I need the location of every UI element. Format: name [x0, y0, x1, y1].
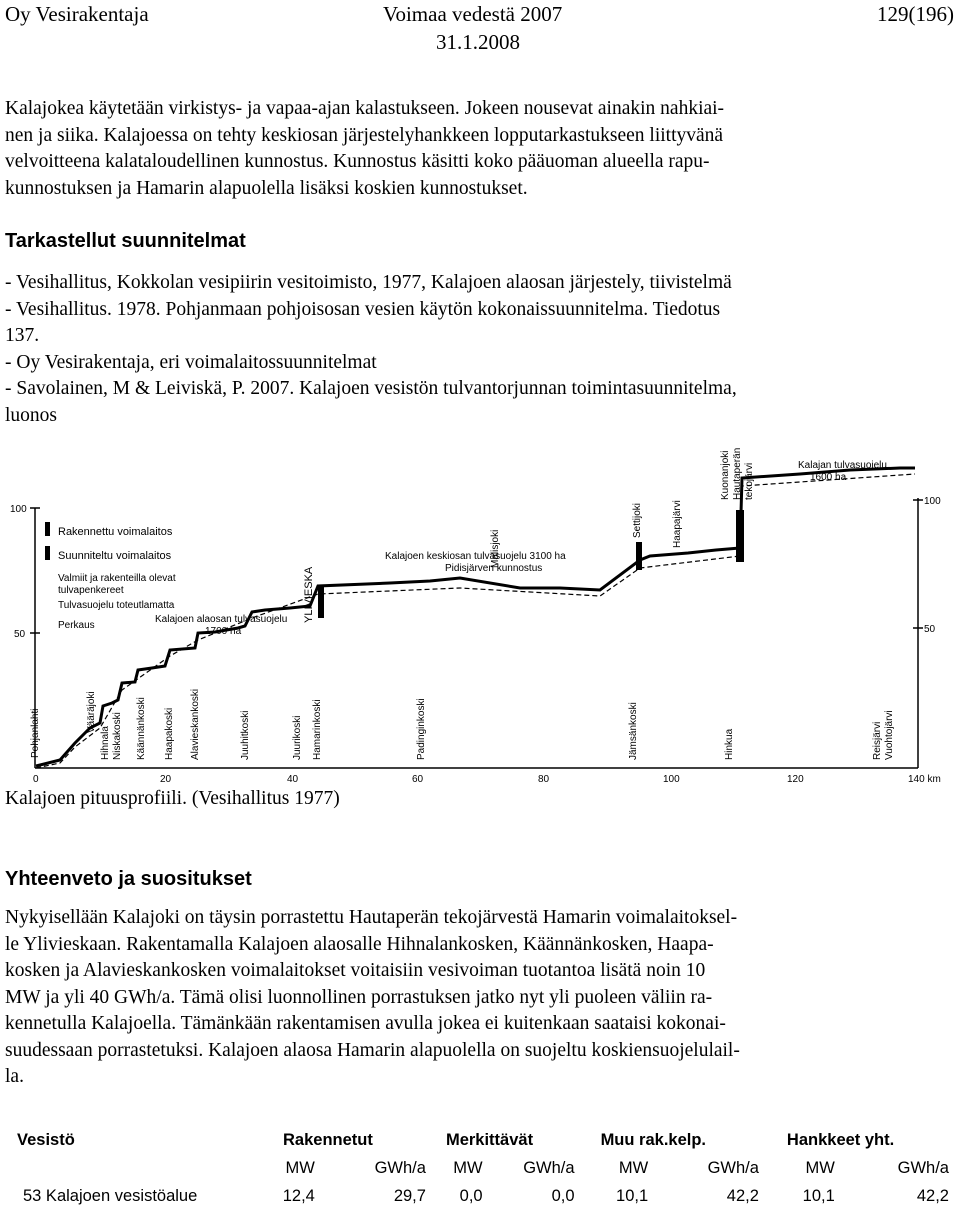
table-unit: GWh/a: [897, 1158, 949, 1177]
summary-line: MW ja yli 40 GWh/a. Tämä olisi luonnollinen porrastuksen jatko nyt yli puoleen väliin ra-: [5, 986, 713, 1008]
plant-label: Hihnala: [100, 726, 111, 760]
legend-built: Rakennettu voimalaitos: [58, 526, 173, 538]
summary-line: kennetulla Kalajoella. Tämänkään rakentamisen avulla jokea ei kuitenkaan saataisi kokonai-: [5, 1013, 726, 1034]
table-cell: 10,1: [616, 1186, 649, 1205]
plans-line: - Vesihallitus, Kokkolan vesipiirin vesitoimisto, 1977, Kalajoen alaosan järjestely, tiivistelmä: [5, 272, 732, 293]
annotation-town: YLIVIESKA: [303, 566, 315, 623]
table-row-name: 53 Kalajoen vesistöalue: [23, 1186, 198, 1205]
table-header: Muu rak.kelp.: [600, 1130, 707, 1149]
upper-place-label: Kuonanjoki: [720, 450, 731, 500]
y-tick-label: 100: [10, 504, 27, 515]
x-tick-label: 40: [287, 774, 299, 785]
x-tick-label: 0: [33, 774, 39, 785]
table-cell: 42,2: [726, 1186, 759, 1205]
header-title: Voimaa vedestä 2007: [383, 2, 563, 26]
table-cell: 42,2: [916, 1186, 949, 1205]
table-header-row: [5, 1126, 955, 1154]
legend-embankment-2: tulvapenkereet: [58, 585, 124, 596]
plans-line: - Vesihallitus. 1978. Pohjanmaan pohjoisosan vesien käytön kokonaissuunnitelma. Tiedotus: [5, 298, 721, 320]
plant-label: Hamarinkoski: [312, 699, 323, 760]
table-unit: MW: [618, 1158, 649, 1177]
plant-label: Jämsänkoski: [628, 702, 639, 760]
x-tick-label: 120: [787, 774, 804, 785]
table-unit: GWh/a: [523, 1158, 575, 1177]
summary-paragraph: [5, 905, 955, 1091]
plans-heading: Tarkastellut suunnitelmat: [5, 230, 246, 252]
intro-line: Kalajokea käytetään virkistys- ja vapaa-ajan kalastukseen. Jokeen nousevat ainakin nahkiai-: [5, 98, 725, 119]
table-units-row: [5, 1154, 955, 1182]
upper-place-label: Malisjoki: [490, 529, 501, 568]
table-cell: 0,0: [551, 1186, 575, 1205]
x-tick-label: 20: [160, 774, 172, 785]
table-unit: GWh/a: [374, 1158, 426, 1177]
plans-line: - Oy Vesirakentaja, eri voimalaitossuunnitelmat: [5, 351, 377, 373]
intro-line: kunnostuksen ja Hamarin alapuolella lisäksi koskien kunnostukset.: [5, 177, 528, 199]
header-date: 31.1.2008: [436, 30, 520, 54]
y-tick-label: 50: [14, 629, 26, 640]
legend-embankment-1: Valmiit ja rakenteilla olevat: [58, 573, 176, 584]
legend-flood-unrealized: Tulvasuojelu toteutlamatta: [58, 600, 175, 611]
annotation-lower-flood: Kalajoen alaosan tulvasuojelu: [155, 614, 288, 625]
annotation-upper-flood: Kalajan tulvasuojelu: [798, 460, 887, 471]
upper-place-label: Settijoki: [632, 502, 643, 538]
intro-line: nen ja siika. Kalajoessa on tehty keskiosan järjestelyhankkeen lopputarkastukseen liittyvänä: [5, 124, 724, 146]
intro-line: velvoitteena kalataloudellinen kunnostus. Kunnostus käsitti koko pääuoman alueella rapu-: [5, 151, 710, 172]
annotation-middle-flood: Kalajoen keskiosan tulvasuojelu 3100 ha: [385, 551, 566, 562]
table-cell: 0,0: [459, 1186, 483, 1205]
plant-label: Vääräjoki: [86, 691, 97, 733]
plans-line: luonos: [5, 404, 58, 426]
summary-line: la.: [5, 1066, 24, 1087]
table-unit: MW: [453, 1158, 483, 1177]
summary-line: suudessaan porrastetuksi. Kalajoen alaosa Hamarin alapuolella on suojeltu koskiensuojelulail-: [5, 1039, 740, 1061]
legend-perkaus: Perkaus: [58, 620, 95, 631]
y-tick-label-right: 50: [924, 624, 936, 635]
plans-line: 137.: [5, 325, 40, 346]
table-cell: 10,1: [802, 1186, 835, 1205]
plant-label: Haapakoski: [164, 707, 175, 760]
plant-label: Pohjanlahti: [30, 708, 41, 758]
plant-label: Juuhitkoski: [240, 710, 251, 760]
x-tick-label: 140 km: [908, 774, 941, 785]
table-cell: 29,7: [393, 1186, 426, 1205]
table-header: Vesistö: [17, 1130, 75, 1149]
legend-planned: Suunniteltu voimalaitos: [58, 550, 172, 562]
summary-line: Nykyisellään Kalajoki on täysin porrastettu Hautaperän tekojärvestä Hamarin voimalaitoksel-: [5, 907, 738, 928]
upper-place-label: Haapajärvi: [672, 500, 683, 548]
upper-place-label: Hautaperän: [732, 447, 743, 500]
plant-label: Hinkua: [724, 728, 735, 760]
plant-label: Vuohtojärvi: [884, 710, 895, 760]
plant-label: Padinginkoski: [416, 698, 427, 760]
table-header: Merkittävät: [445, 1130, 534, 1149]
annotation-upper-flood-ha: 1600 ha: [810, 472, 847, 483]
river-profile-figure: [0, 438, 960, 788]
plant-label: Juurikoski: [292, 715, 303, 760]
plant-label: Reisjärvi: [872, 721, 883, 760]
header-company: Oy Vesirakentaja: [5, 2, 149, 26]
plans-list: [5, 270, 955, 429]
summary-heading: Yhteenveto ja suositukset: [5, 868, 252, 890]
table-row: [5, 1182, 955, 1210]
figure-caption: Kalajoen pituusprofiili. (Vesihallitus 1977): [5, 788, 340, 809]
capacity-table: [5, 1126, 955, 1210]
plant-label: Niskakoski: [112, 712, 123, 760]
annotation-pidisjarvi: Pidisjärven kunnostus: [445, 563, 543, 574]
table-unit: GWh/a: [707, 1158, 759, 1177]
plans-line: - Savolainen, M & Leiviskä, P. 2007. Kalajoen vesistön tulvantorjunnan toimintasuunnitelma,: [5, 378, 737, 399]
plant-label: Käännänkoski: [136, 697, 147, 760]
annotation-lower-flood-ha: 1700 ha: [205, 626, 242, 637]
summary-line: le Ylivieskaan. Rakentamalla Kalajoen alaosalle Hihnalankosken, Käännänkosken, Haapa-: [5, 933, 714, 955]
header-page: 129(196): [877, 2, 954, 26]
table-unit: MW: [805, 1158, 835, 1177]
x-tick-label: 80: [538, 774, 550, 785]
y-tick-label-right: 100: [924, 496, 941, 507]
table-header: Hankkeet yht.: [786, 1130, 895, 1149]
table-cell: 12,4: [282, 1186, 315, 1205]
upper-place-label: tekojärvi: [744, 462, 755, 500]
table-header: Rakennetut: [283, 1130, 373, 1149]
plant-label: Alavieskankoski: [190, 688, 201, 760]
x-tick-label: 100: [663, 774, 680, 785]
x-tick-label: 60: [412, 774, 424, 785]
intro-paragraph: [5, 96, 955, 202]
summary-line: kosken ja Alavieskankosken voimalaitokset voitaisiin vesivoiman tuotantoa lisätä noin 10: [5, 960, 706, 981]
table-unit: MW: [285, 1158, 315, 1177]
